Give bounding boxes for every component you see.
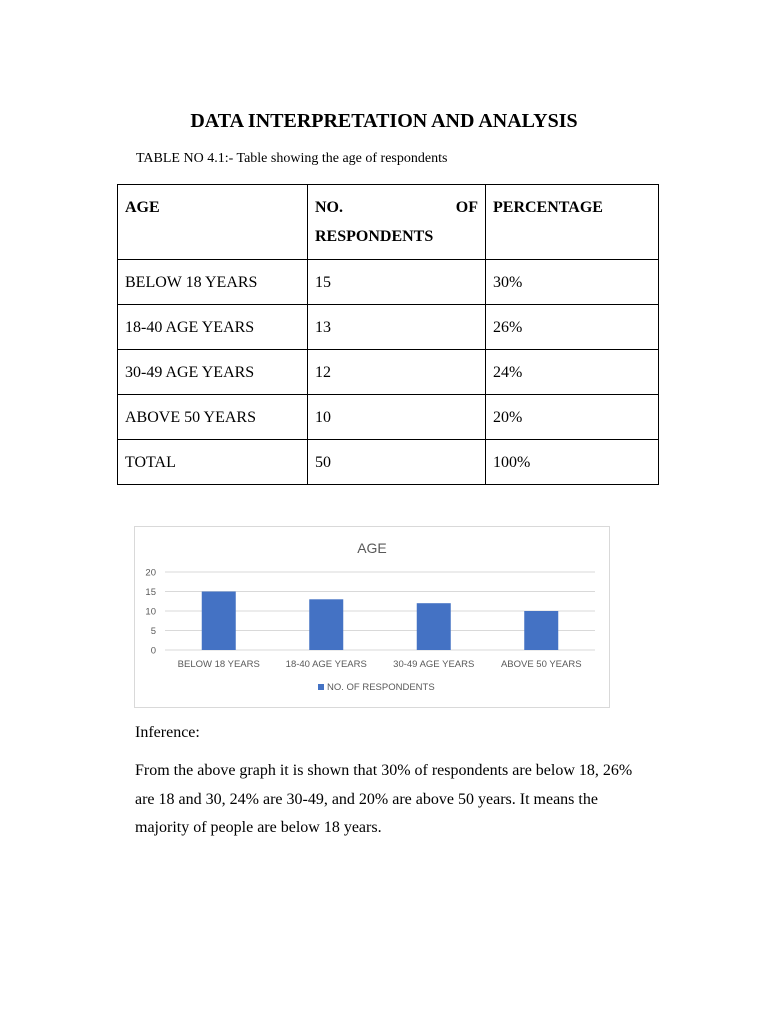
bar	[417, 603, 451, 650]
age-table	[117, 184, 659, 485]
x-tick-label: ABOVE 50 YEARS	[500, 659, 582, 670]
cell-count: 12	[308, 350, 486, 395]
table-row	[118, 395, 659, 440]
cell-age: ABOVE 50 YEARS	[118, 395, 308, 440]
table-row	[118, 305, 659, 350]
table-row-total	[118, 440, 659, 485]
legend-swatch	[318, 684, 324, 690]
cell-age: 18-40 AGE YEARS	[118, 305, 308, 350]
cell-percentage: 24%	[486, 350, 659, 395]
cell-count: 15	[308, 260, 486, 305]
table-header-row	[118, 185, 659, 260]
cell-percentage: 100%	[486, 440, 659, 485]
cell-count: 10	[308, 395, 486, 440]
header-respondents	[308, 185, 486, 260]
y-tick-label: 0	[150, 645, 156, 657]
x-tick-label: BELOW 18 YEARS	[177, 659, 260, 670]
header-respondents-word-1: NO.	[315, 199, 343, 216]
cell-percentage: 30%	[486, 260, 659, 305]
inference-label: Inference:	[135, 724, 200, 741]
header-age: AGE	[118, 185, 308, 260]
y-tick-label: 10	[145, 606, 156, 618]
x-tick-label: 18-40 AGE YEARS	[285, 659, 367, 670]
table-caption: TABLE NO 4.1:- Table showing the age of respondents	[136, 151, 448, 166]
cell-percentage: 20%	[486, 395, 659, 440]
bar	[202, 592, 236, 651]
legend-label: NO. OF RESPONDENTS	[327, 682, 435, 693]
y-tick-label: 20	[145, 567, 156, 579]
cell-count: 50	[308, 440, 486, 485]
inference-paragraph: From the above graph it is shown that 30% of respondents are below 18, 26% are 18 and 30, 24% are 30-49, and 20% are above 50 years. It means the majority of people are below 18 years.	[135, 762, 633, 836]
page-heading: DATA INTERPRETATION AND ANALYSIS	[190, 110, 578, 132]
age-bar-chart	[134, 526, 610, 708]
cell-age: 30-49 AGE YEARS	[118, 350, 308, 395]
chart-title: AGE	[357, 540, 387, 556]
cell-count: 13	[308, 305, 486, 350]
cell-age: TOTAL	[118, 440, 308, 485]
bar	[524, 611, 558, 650]
header-respondents-word-2: OF	[455, 199, 478, 216]
chart-svg	[135, 527, 609, 707]
table-row	[118, 350, 659, 395]
cell-age: BELOW 18 YEARS	[118, 260, 308, 305]
header-percentage: PERCENTAGE	[486, 185, 659, 260]
bar	[309, 599, 343, 650]
y-tick-label: 5	[150, 626, 156, 637]
x-tick-label: 30-49 AGE YEARS	[393, 659, 475, 670]
header-respondents-word-3: RESPONDENTS	[315, 228, 434, 245]
cell-percentage: 26%	[486, 305, 659, 350]
table-row	[118, 260, 659, 305]
y-tick-label: 15	[145, 587, 156, 598]
